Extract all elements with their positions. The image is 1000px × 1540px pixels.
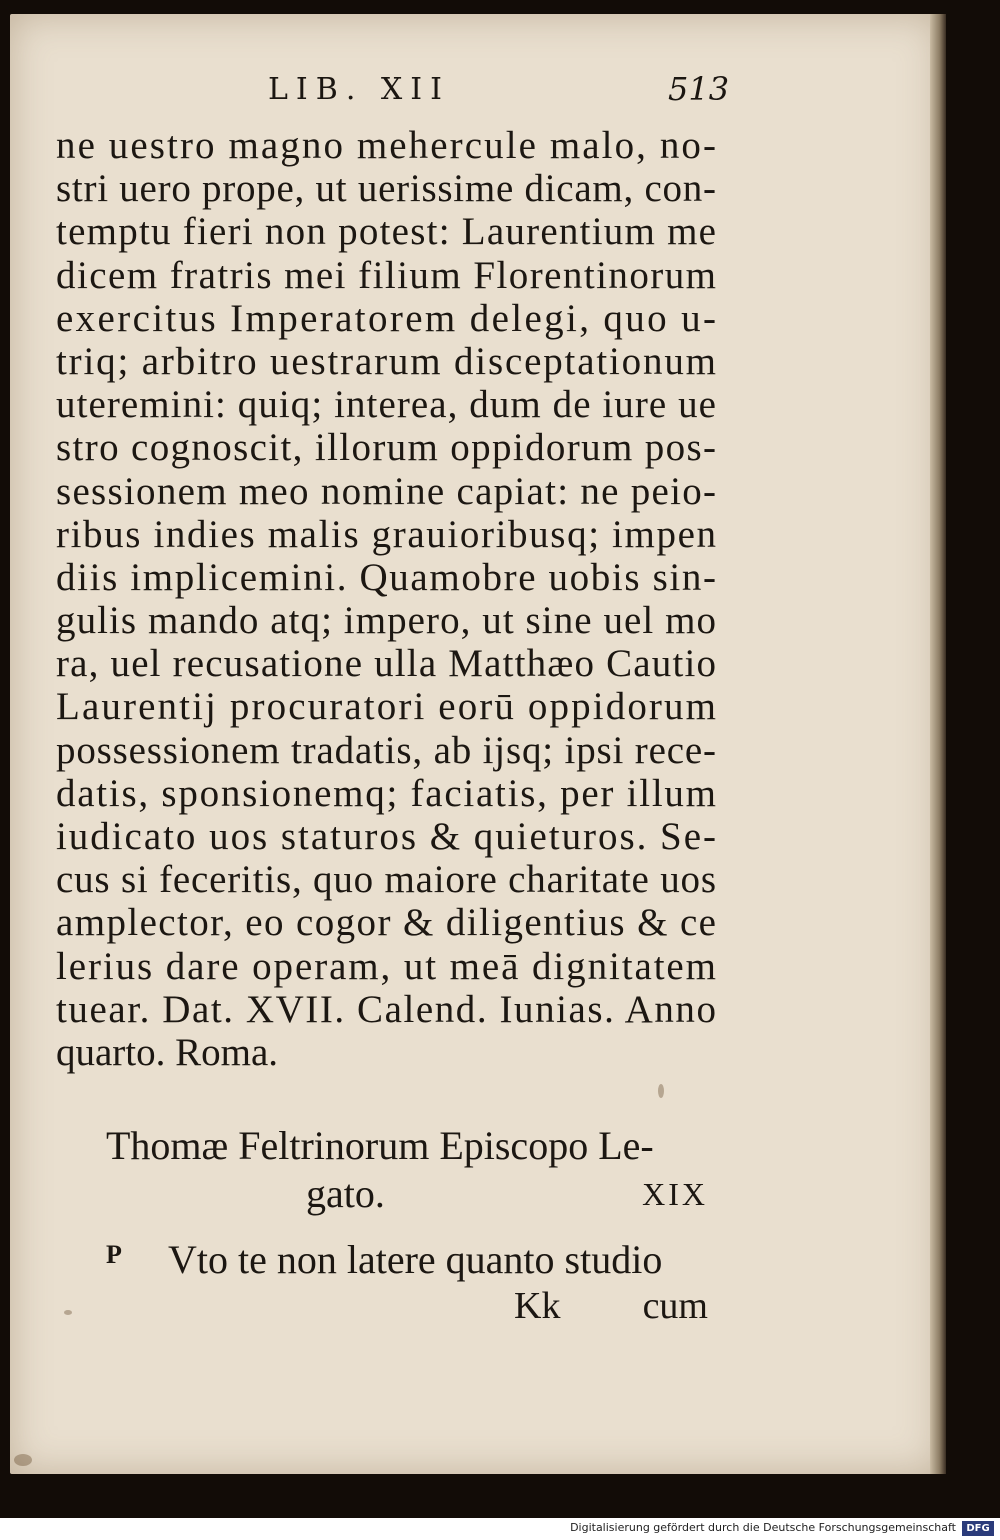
text-line: quarto. Roma. (56, 1030, 279, 1074)
text-line: triq; arbitro uestrarum disceptationum (56, 339, 718, 383)
letter-number: XIX (642, 1176, 708, 1212)
text-line: ne uestro magno mehercule malo, no- (56, 124, 719, 167)
text-line: possessionem tradatis, ab ijsq; ipsi rece- (56, 728, 717, 772)
text-line: amplector, eo cogor & diligentius & ce (56, 901, 718, 945)
page-edge-shadow (930, 14, 946, 1474)
text-line: ra, uel recusatione ulla Matthæo Cautio (56, 642, 718, 686)
text-line: temptu fieri non potest: Laurentium me (56, 210, 718, 254)
heading-line: Thomæ Feltrinorum Episcopo Le- (106, 1123, 654, 1168)
page-header (10, 66, 940, 116)
next-letter-opening (106, 1236, 716, 1280)
text-line: tuear. Dat. XVII. Calend. Iunias. Anno (56, 987, 718, 1031)
text-line: ribus indies malis grauioribusq; impen (56, 512, 718, 556)
text-line: stri uero prope, ut uerissime dicam, con- (56, 167, 717, 211)
text-line: lerius dare operam, ut meā dignitatem (56, 944, 718, 988)
letter-body (56, 124, 719, 1074)
text-line: stro cognoscit, illorum oppidorum pos- (56, 426, 718, 470)
text-line: gulis mando atq; impero, ut sine uel mo (56, 599, 718, 643)
running-head: LIB. XII (268, 72, 450, 107)
signature-mark: Kk (514, 1285, 561, 1327)
text-line: exercitus Imperatorem delegi, quo u- (56, 296, 719, 340)
heading-line-continued (106, 1170, 716, 1218)
catchword: cum (642, 1285, 708, 1327)
ink-speck (64, 1310, 72, 1315)
credit-text: Digitalisierung gefördert durch die Deutsche Forschungsgemeinschaft (570, 1521, 956, 1534)
text-line: dicem fratris mei filium Florentinorum (56, 253, 718, 297)
folio-number: 513 (668, 70, 730, 108)
dfg-logo: DFG (962, 1521, 994, 1536)
heading-continuation: gato. (306, 1171, 385, 1216)
text-line: uteremini: quiq; interea, dum de iure ue (56, 383, 718, 427)
ink-speck (658, 1084, 664, 1098)
letter-heading (106, 1122, 716, 1218)
page-footer (106, 1284, 716, 1328)
text-line: cus si feceritis, quo maiore charitate uos (56, 858, 717, 902)
digitization-credit-bar (0, 1518, 1000, 1540)
text-line: sessionem meo nomine capiat: ne peio- (56, 469, 718, 513)
guide-letter: P (106, 1240, 122, 1269)
text-line: datis, sponsionemq; faciatis, per illum (56, 771, 718, 815)
book-page (10, 14, 940, 1474)
text-line: iudicato uos staturos & quieturos. Se- (56, 815, 718, 858)
text-line: Laurentij procuratori eorū oppidorum (56, 685, 719, 729)
text-line: diis implicemini. Quamobre uobis sin- (56, 555, 718, 599)
opening-line: Vto te non latere quanto studio (168, 1237, 663, 1282)
ink-speck (14, 1454, 32, 1466)
